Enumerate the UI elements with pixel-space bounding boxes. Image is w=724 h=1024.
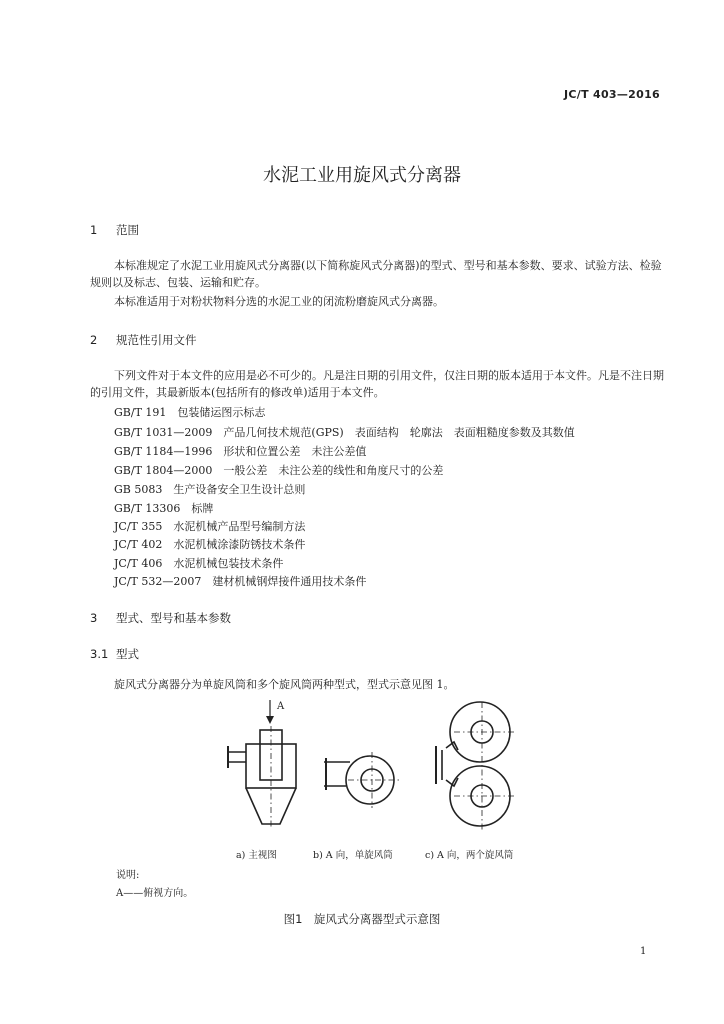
scope-paragraph-1: 本标准规定了水泥工业用旋风式分离器(以下简称旋风式分离器)的型式、型号和基本参数、要求、试验方法、检验规则以及标志、包装、运输和贮存。 <box>90 259 662 289</box>
reference-item: JC/T 406 水泥机械包装技术条件 <box>114 557 284 570</box>
subsection-number: 3.1 <box>90 647 109 661</box>
reference-item: GB/T 13306 标牌 <box>114 502 214 515</box>
scope-paragraph-2: 本标准适用于对粉状物料分选的水泥工业的闭流粉磨旋风式分离器。 <box>114 295 444 308</box>
legend-item: A——俯视方向。 <box>116 888 194 899</box>
reference-item: GB/T 1184—1996 形状和位置公差 未注公差值 <box>114 445 367 458</box>
subsection-3-1-heading <box>90 646 139 662</box>
reference-item: JC/T 402 水泥机械涂漆防锈技术条件 <box>114 538 306 551</box>
reference-item: JC/T 355 水泥机械产品型号编制方法 <box>114 520 306 533</box>
references-intro: 下列文件对于本文件的应用是必不可少的。凡是注日期的引用文件，仅注日期的版本适用于本文件。凡是不注日期的引用文件，其最新版本(包括所有的修改单)适用于本文件。 <box>90 369 664 399</box>
caption-single-cyclone: b) A 向，单旋风筒 <box>313 850 393 861</box>
type-paragraph: 旋风式分离器分为单旋风筒和多个旋风筒两种型式，型式示意见图 1。 <box>114 678 455 691</box>
section-1-heading <box>90 222 139 238</box>
view-direction-label: A <box>277 701 285 712</box>
page-title: 水泥工业用旋风式分离器 <box>263 165 461 186</box>
section-number: 1 <box>90 223 98 237</box>
legend-title: 说明: <box>116 870 140 881</box>
reference-item: GB/T 191 包装储运图示标志 <box>114 406 266 419</box>
front-view-drawing <box>228 700 296 828</box>
section-title: 范围 <box>116 223 139 237</box>
caption-two-cyclones: c) A 向，两个旋风筒 <box>425 850 514 861</box>
reference-item: JC/T 532—2007 建材机械钢焊接件通用技术条件 <box>114 575 367 588</box>
section-number: 2 <box>90 333 98 347</box>
section-3-heading <box>90 610 231 626</box>
document-code: JC/T 403—2016 <box>564 88 660 101</box>
single-cyclone-drawing <box>324 752 402 808</box>
section-title: 型式、型号和基本参数 <box>116 611 231 625</box>
section-2-heading <box>90 332 197 348</box>
reference-item: GB 5083 生产设备安全卫生设计总则 <box>114 483 306 496</box>
section-title: 规范性引用文件 <box>116 333 197 347</box>
subsection-title: 型式 <box>116 647 139 661</box>
separator-type-figure <box>210 700 540 840</box>
page-number: 1 <box>640 946 647 957</box>
two-cyclone-drawing <box>436 702 514 830</box>
reference-item: GB/T 1031—2009 产品几何技术规范(GPS) 表面结构 轮廓法 表面粗糙度参数及其数值 <box>114 426 575 439</box>
section-number: 3 <box>90 611 98 625</box>
caption-front-view: a) 主视图 <box>236 850 277 861</box>
reference-item: GB/T 1804—2000 一般公差 未注公差的线性和角度尺寸的公差 <box>114 464 444 477</box>
figure-title: 图1 旋风式分离器型式示意图 <box>283 912 441 926</box>
